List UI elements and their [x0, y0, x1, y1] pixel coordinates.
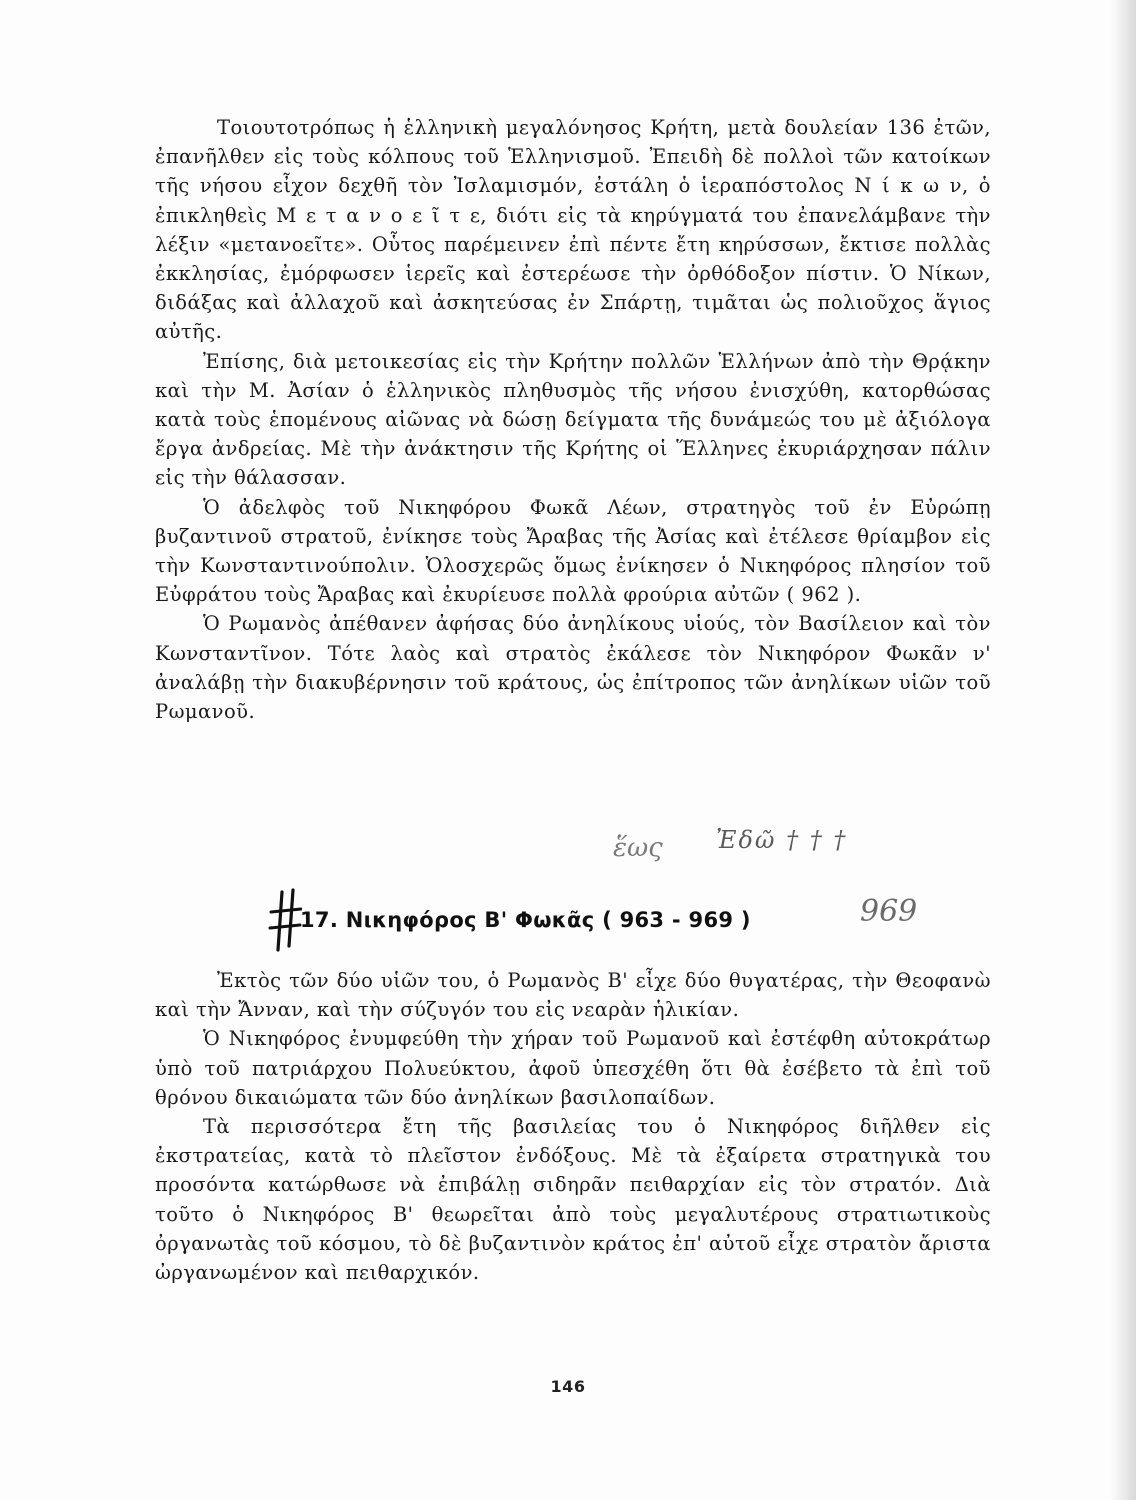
paragraph: Ἐπίσης, διὰ μετοικεσίας εἰς τὴν Κρήτην πολλῶν Ἑλλήνων ἀπὸ τὴν Θρᾴκην καὶ τὴν Μ. Ἀσίαν ὁ ἑλληνικὸς πληθυσμὸς τῆς νήσου ἐνισχύθη, κατορθώσας κατὰ τοὺς ἑπομένους αἰῶνας νὰ δώσῃ δείγματα τῆς δυνάμεώς του μὲ ἀξιόλογα ἔργα ἀνδρείας. Μὲ τὴν ἀνάκτησιν τῆς Κρήτης οἱ Ἕλληνες ἐκυριάρχησαν πάλιν εἰς τὴν θάλασσαν.: [155, 349, 991, 490]
paragraph: Ἐκτὸς τῶν δύο υἱῶν του, ὁ Ρωμανὸς Β' εἶχε δύο θυγατέρας, τὴν Θεοφανὼ καὶ τὴν Ἄνναν, καὶ τὴν σύζυγόν του εἰς νεαρὰν ἡλικίαν.: [155, 969, 991, 1022]
handwritten-note-left: ἕως: [613, 833, 663, 863]
handwritten-hash-icon: [268, 888, 302, 954]
section-heading: 17. Νικηφόρος Β' Φωκᾶς ( 963 - 969 ): [300, 908, 751, 932]
paragraph: Ὁ Νικηφόρος ἐνυμφεύθη τὴν χήραν τοῦ Ρωμανοῦ καὶ ἐστέφθη αὐτοκράτωρ ὑπὸ τοῦ πατριάρχου Πολυεύκτου, ἀφοῦ ὑπεσχέθη ὅτι θὰ ἐσέβετο τὰ ἐπὶ τοῦ θρόνου δικαιώματα τῶν δύο ἀνηλίκων βασιλοπαίδων.: [155, 1027, 991, 1109]
text-block-bottom: [155, 966, 991, 1287]
paragraph: Ὁ ἀδελφὸς τοῦ Νικηφόρου Φωκᾶ Λέων, στρατηγὸς τοῦ ἐν Εὐρώπῃ βυζαντινοῦ στρατοῦ, ἐνίκησε τοὺς Ἄραβας τῆς Ἀσίας καὶ ἐτέλεσε θρίαμβον εἰς τὴν Κωνσταντινούπολιν. Ὁλοσχερῶς ὅμως ἐνίκησεν ὁ Νικηφόρος πλησίον τοῦ Εὐφράτου τοὺς Ἄραβας καὶ ἐκυρίευσε πολλὰ φρούρια αὐτῶν ( 962 ).: [155, 495, 991, 607]
paragraph: Τοιουτοτρόπως ἡ ἑλληνικὴ μεγαλόνησος Κρήτη, μετὰ δουλείαν 136 ἐτῶν, ἐπανῆλθεν εἰς τοὺς κόλπους τοῦ Ἑλληνισμοῦ. Ἐπειδὴ δὲ πολλοὶ τῶν κατοίκων τῆς νήσου εἶχον δεχθῆ τὸν Ἰσλαμισμόν, ἐστάλη ὁ ἱεραπόστολος Ν ί κ ω ν, ὁ ἐπικληθεὶς Μ ε τ α ν ο ε ῖ τ ε, διότι εἰς τὰ κηρύγματά του ἐπανελάμβανε τὴν λέξιν «μετανοεῖτε». Οὗτος παρέμεινεν ἐπὶ πέντε ἔτη κηρύσσων, ἔκτισε πολλὰς ἐκκλησίας, ἐμόρφωσεν ἱερεῖς καὶ ἐστερέωσε τὴν ὀρθόδοξον πίστιν. Ὁ Νίκων, διδάξας καὶ ἀλλαχοῦ καὶ ἀσκητεύσας ἐν Σπάρτῃ, τιμᾶται ὡς πολιοῦχος ἅγιος αὐτῆς.: [155, 116, 991, 344]
text-block-top: [155, 113, 991, 726]
page-number: 146: [550, 1377, 586, 1396]
scan-edge-shadow: [1110, 0, 1136, 1500]
handwritten-note-right: Ἐδῶ † † †: [716, 826, 848, 854]
paragraph: Ὁ Ρωμανὸς ἀπέθανεν ἀφήσας δύο ἀνηλίκους υἱούς, τὸν Βασίλειον καὶ τὸν Κωνσταντῖνον. Τότε λαὸς καὶ στρατὸς ἐκάλεσε τὸν Νικηφόρον Φωκᾶν ν' ἀναλάβῃ τὴν διακυβέρνησιν τοῦ κράτους, ὡς ἐπίτροπος τῶν ἀνηλίκων υἱῶν τοῦ Ρωμανοῦ.: [155, 612, 991, 724]
handwritten-year-note: 969: [860, 894, 918, 929]
paragraph: Τὰ περισσότερα ἔτη τῆς βασιλείας του ὁ Νικηφόρος διῆλθεν εἰς ἐκστρατείας, κατὰ τὸ πλεῖστον ἐνδόξους. Μὲ τὰ ἐξαίρετα στρατηγικὰ του προσόντα κατώρθωσε νὰ ἐπιβάλῃ σιδηρᾶν πειθαρχίαν εἰς τὸν στρατόν. Διὰ τοῦτο ὁ Νικηφόρος Β' θεωρεῖται ἀπὸ τοὺς μεγαλυτέρους στρατιωτικοὺς ὀργανωτὰς τοῦ κόσμου, τὸ δὲ βυζαντινὸν κράτος ἐπ' αὐτοῦ εἶχε στρατὸν ἄριστα ὠργανωμένον καὶ πειθαρχικόν.: [155, 1115, 991, 1285]
